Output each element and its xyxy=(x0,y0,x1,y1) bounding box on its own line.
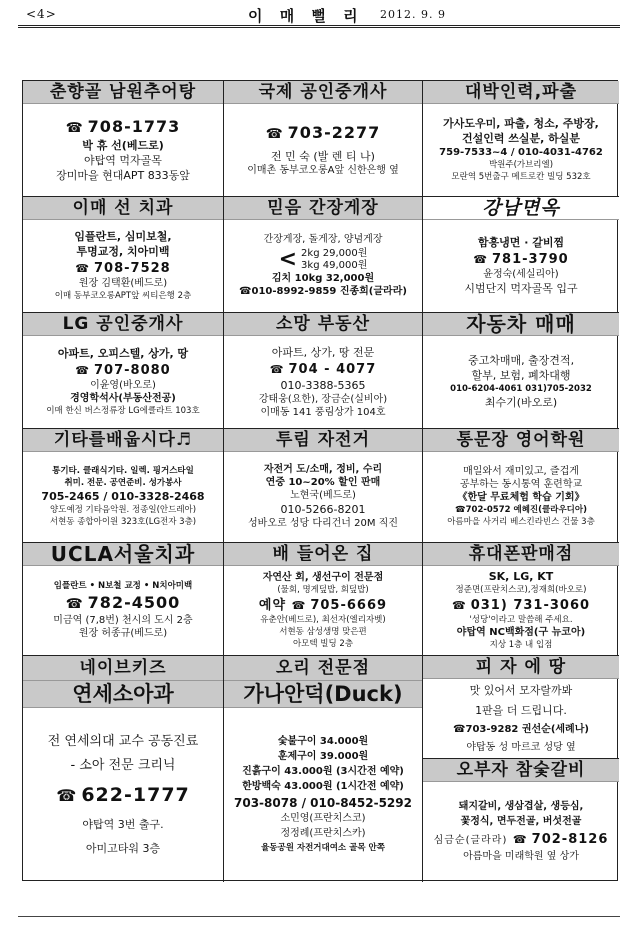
ad-line: 자전거 도/소매, 정비, 수리 xyxy=(263,464,383,475)
ad-line: 아미고타워 3층 xyxy=(85,841,161,855)
footer-rule xyxy=(18,916,620,917)
ad-line: 원장 김택환(베드로) xyxy=(78,278,168,289)
ad-line: 맛 있어서 모자랄까봐 xyxy=(469,683,573,697)
ad-line: 아름마을 미래학원 옆 상가 xyxy=(463,851,579,862)
ad-guitar xyxy=(23,429,224,543)
ad-title: 기타를배웁시다♬ xyxy=(23,429,223,452)
ad-line: 705-2465 / 010-3328-2468 xyxy=(41,490,205,503)
ad-line: 장미마을 현대APT 833동앞 xyxy=(56,169,190,182)
ad-line: 취미. 전문. 공연준비. 성가봉사 xyxy=(64,478,182,488)
ad-daebak xyxy=(423,81,619,197)
ad-line: 서현동 삼성생명 맞은편 xyxy=(279,626,367,637)
ad-line: 건설인력 쓰실분, 하실분 xyxy=(461,132,581,145)
ad-title: 자동차 매매 xyxy=(423,313,619,336)
ad-line: 진흙구이 43.000원 (3시간전 예약) xyxy=(242,766,404,777)
ad-ganaan-duck xyxy=(224,656,423,882)
ad-line: 통기타. 클래식기타. 일렉. 핑거스타일 xyxy=(52,466,194,476)
ad-line: 이매 한신 버스정류장 LG에클라트 103호 xyxy=(46,406,200,416)
ad-line: ☎702-0572 예혜진(클라우디아) xyxy=(455,505,587,515)
ad-line: 2kg 29,000원 xyxy=(301,247,368,259)
ad-car-trade xyxy=(423,313,619,429)
ad-line: 예약 xyxy=(258,597,287,613)
ad-line: 010-6204-4061 031)705-2032 xyxy=(450,384,592,394)
ad-phone: 703-2277 xyxy=(287,123,381,142)
ad-title: 네이브키즈 xyxy=(23,656,223,681)
ad-lg-realty xyxy=(23,313,224,429)
ad-line: 강태웅(요한), 장금순(실비아) xyxy=(258,393,388,405)
ad-title: 소망 부동산 xyxy=(224,313,422,336)
page-header xyxy=(18,6,618,24)
ad-line: 중고차매매, 출장견적, xyxy=(467,354,575,367)
ad-grid xyxy=(22,80,618,881)
ad-line: 정정례(프란치스카) xyxy=(280,828,366,839)
ad-title: 배 들어온 집 xyxy=(224,543,422,566)
ad-subtitle: 연세소아과 xyxy=(23,681,223,708)
phone-icon: ☎ xyxy=(473,253,489,266)
ad-line: 아모텍 빌딩 2층 xyxy=(292,638,354,649)
brace-icon: < xyxy=(278,247,298,272)
ad-obuja-galbi xyxy=(423,759,619,882)
ad-line: 아파트, 상가, 땅 전문 xyxy=(271,345,375,359)
ad-line: 숯불구이 34.000원 xyxy=(277,736,369,747)
ad-phone-shop xyxy=(423,543,619,656)
ad-line: 김치 10kg 32,000원 xyxy=(271,273,375,284)
ad-line: 자연산 회, 생선구이 전문점 xyxy=(262,571,384,583)
ad-line: 010-3388-5365 xyxy=(280,378,366,392)
ad-line: 할부, 보험, 폐차대행 xyxy=(471,369,571,382)
phone-icon: ☎ xyxy=(75,262,91,275)
ad-title: 통문장 영어학원 xyxy=(423,429,619,452)
ad-line: 박 휴 선(베드로) xyxy=(82,139,164,152)
ad-phone: 781-3790 xyxy=(492,252,569,267)
ad-line: 임플란트, 심미보철, xyxy=(74,230,172,243)
header-rule xyxy=(18,25,620,28)
ad-column-right xyxy=(423,656,619,882)
ad-line: 유춘안(베드로), 최선자(엘리자벳) xyxy=(260,614,386,625)
phone-icon: ☎ xyxy=(65,120,84,136)
ad-line: 이윤영(바오로) xyxy=(90,380,156,391)
ad-line: - 소아 전문 크리닉 xyxy=(70,757,176,773)
ad-line: 서현동 종합아이원 323호(LG전자 3층) xyxy=(49,517,197,527)
ad-bae-fish xyxy=(224,543,423,656)
ad-line: 노현국(베드로) xyxy=(290,490,356,501)
ad-line: 투명교정, 치아미백 xyxy=(76,245,170,258)
ad-line: 박원주(가브리엘) xyxy=(488,160,554,170)
ad-turim-bike xyxy=(224,429,423,543)
ad-line: 이매동 141 풍림상가 104호 xyxy=(260,406,386,418)
ad-title: 오부자 참숯갈비 xyxy=(423,759,619,782)
ad-line: 매일와서 재미있고, 즐겁게 xyxy=(463,466,579,477)
ad-line: '성당'이라고 말씀해 주세요. xyxy=(469,615,573,625)
phone-icon: ☎ xyxy=(451,599,467,612)
page-number: <4> xyxy=(26,7,57,21)
ad-phone: 705-6669 xyxy=(310,597,388,613)
ad-title: 국제 공인중개사 xyxy=(224,81,422,104)
ad-line: 야탑역 먹자골목 xyxy=(84,154,162,167)
ad-line: 지상 1층 내 입점 xyxy=(489,640,553,650)
ad-line: 759-7533~4 / 010-4031-4762 xyxy=(439,147,603,158)
ad-title: LG 공인중개사 xyxy=(23,313,223,336)
ad-line: 경영학석사(부동산전공) xyxy=(70,393,176,404)
ad-title: 이매 선 치과 xyxy=(23,197,223,220)
ad-line: 훈제구이 39.000원 xyxy=(277,751,369,762)
ad-phone: 708-1773 xyxy=(87,117,181,136)
ad-line: ☎703-9282 권선순(세례나) xyxy=(453,723,589,735)
ad-line: 야탑역 3번 출구. xyxy=(82,817,164,831)
ad-title: 믿음 간장게장 xyxy=(224,197,422,220)
ad-line: 소민영(프란치스코) xyxy=(280,813,366,824)
ad-line: 율동공원 자전거대여소 골목 안쪽 xyxy=(261,843,385,853)
ad-yonsei-pediatrics xyxy=(23,656,224,882)
ad-phone: 782-4500 xyxy=(87,593,181,612)
phone-icon: ☎ xyxy=(269,362,285,376)
phone-icon: ☎ xyxy=(75,364,91,377)
ad-line: 심금순(글라라) xyxy=(433,835,508,846)
ad-line: 아파트, 오피스텔, 상가, 땅 xyxy=(57,347,189,360)
ad-line: 시범단지 먹자골목 입구 xyxy=(464,282,578,295)
ad-line: 703-8078 / 010-8452-5292 xyxy=(234,796,412,810)
ad-line: 성바오로 성당 다리건너 20M 직진 xyxy=(248,518,398,529)
ad-title: 휴대폰판매점 xyxy=(423,543,619,566)
ad-line: 꽃정식, 면두전골, 버섯전골 xyxy=(460,816,582,827)
ad-title: 투림 자전거 xyxy=(224,429,422,452)
issue-date: 2012. 9. 9 xyxy=(380,8,446,21)
ad-line: 최수기(바오로) xyxy=(484,396,558,409)
ad-title: 춘향골 남원추어탕 xyxy=(23,81,223,104)
phone-icon: ☎ xyxy=(65,596,84,612)
ad-line: 윤정숙(세실리아) xyxy=(483,269,559,280)
ad-line: 돼지갈비, 생삼겹살, 생등심, xyxy=(458,801,584,812)
ad-title: UCLA서울치과 xyxy=(23,543,223,566)
ad-line: 전 민 숙 (발 렌 티 나) xyxy=(271,150,375,163)
ad-phone: 702-8126 xyxy=(531,832,609,847)
ad-phone: 704 - 4077 xyxy=(288,361,377,377)
ad-english-academy xyxy=(423,429,619,543)
ad-line: 이매 동부코오롱APT앞 씨티은행 2층 xyxy=(54,291,192,301)
ad-line: 전 연세의대 교수 공동진료 xyxy=(47,733,199,749)
phone-icon: ☎ xyxy=(512,833,528,846)
ad-chunhyanggol xyxy=(23,81,224,197)
ad-imaesun-dental xyxy=(23,197,224,313)
ad-line: 야탑동 성 마르코 성당 옆 xyxy=(466,741,576,753)
ad-phone: 031) 731-3060 xyxy=(470,598,591,613)
ad-line: 양도예정 기타음악원. 정종일(안드레아) xyxy=(49,505,197,515)
ad-line: 함흥냉면 · 갈비찜 xyxy=(477,236,565,249)
ad-title: 피 자 에 땅 xyxy=(423,656,619,679)
ad-line: 모란역 5번출구 메트로칸 빌딩 532호 xyxy=(451,172,591,182)
phone-icon: ☎ xyxy=(56,785,78,805)
ad-phone: 708-7528 xyxy=(94,261,171,276)
ad-line: 임플란트 • N보철 교정 • N치아미백 xyxy=(53,581,193,591)
ad-somang-realty xyxy=(224,313,423,429)
ad-line: 야탑역 NC백화점(구 뉴코아) xyxy=(456,627,586,638)
ad-line: 아름마을 사거리 베스킨라빈스 건물 3층 xyxy=(447,517,595,527)
ad-phone: 707-8080 xyxy=(94,363,171,378)
ad-subtitle: 가나안덕(Duck) xyxy=(224,681,422,708)
newsletter-title: 이 매 뻘 리 xyxy=(248,7,364,25)
ad-line: 3kg 49,000원 xyxy=(301,259,368,271)
ad-gukje-realty xyxy=(224,81,423,197)
ad-ucla-dental xyxy=(23,543,224,656)
ad-line: 간장게장, 돌게장, 양념게장 xyxy=(263,234,383,245)
ad-pizza xyxy=(423,656,619,759)
ad-line: 《한달 무료체험 학습 기회》 xyxy=(457,492,585,503)
ad-title: 강남면옥 xyxy=(423,197,619,220)
ad-line: (물회, 명게덮밥, 회덮밥) xyxy=(277,584,369,595)
ad-line: 공부하는 동시통역 훈련학교 xyxy=(459,479,583,490)
ad-phone: 622-1777 xyxy=(81,783,190,806)
ad-line: 한방백숙 43.000원 (1시간전 예약) xyxy=(242,781,404,792)
ad-line: 이매촌 동부코오롱A앞 신한은행 옆 xyxy=(247,165,399,176)
ad-gangnam-myeonok xyxy=(423,197,619,313)
ad-title: 오리 전문점 xyxy=(224,656,422,681)
ad-line: 미금역 (7,8번) 천시의 도시 2층 xyxy=(53,615,193,626)
ad-line: SK, LG, KT xyxy=(488,570,554,583)
ad-mideum-crab xyxy=(224,197,423,313)
phone-icon: ☎ xyxy=(265,126,284,142)
ad-line: 정준면(프란치스코),정재희(바오로) xyxy=(455,585,587,595)
ad-line: 원장 허종규(베드로) xyxy=(78,628,168,639)
ad-line: 가사도우미, 파출, 청소, 주방장, xyxy=(443,117,599,130)
ad-line: 010-5266-8201 xyxy=(280,503,366,516)
ad-line: ☎010-8992-9859 진종희(글라라) xyxy=(239,286,407,297)
phone-icon: ☎ xyxy=(291,598,307,612)
ad-title: 대박인력,파출 xyxy=(423,81,619,104)
ad-line: 1판을 더 드립니다. xyxy=(475,703,567,717)
ad-line: 연중 10~20% 할인 판매 xyxy=(265,477,381,488)
